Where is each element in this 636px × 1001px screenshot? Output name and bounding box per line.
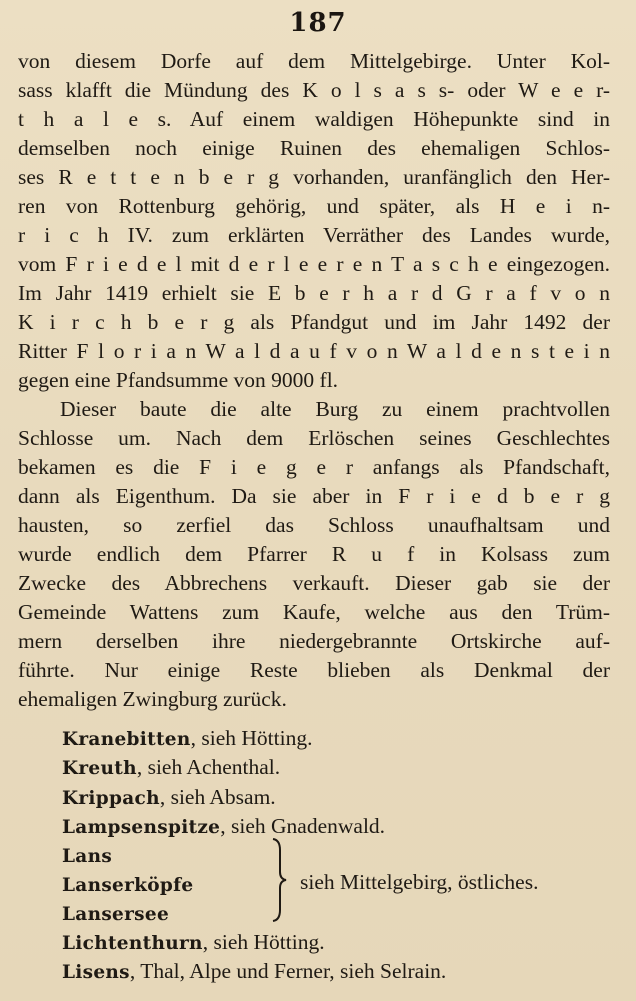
text-line: von diesem Dorfe auf dem Mittelgebirge. Unter Kol- <box>18 49 610 73</box>
entry-headword: Kreuth <box>62 758 137 779</box>
text-line: Zwecke des Abbrechens verkauft. Dieser gab sie der <box>18 571 610 595</box>
text-line: sass klafft die Mündung des K o l s a s s- oder W e e r- <box>18 78 610 102</box>
text-line: wurde endlich dem Pfarrer R u f in Kolsass zum <box>18 542 610 566</box>
text-line: ehemaligen Zwingburg zurück. <box>18 687 287 711</box>
entry-reference: , sieh Absam. <box>159 785 276 809</box>
text-line: r i c h IV. zum erklärten Verräther des Landes wurde, <box>18 223 610 247</box>
index-entry <box>62 870 194 900</box>
text-line: Im Jahr 1419 erhielt sie E b e r h a r d G r a f v o n <box>18 281 610 305</box>
entry-headword: Lampsenspitze <box>62 817 221 838</box>
index-entry <box>62 753 280 783</box>
text-line: führte. Nur einige Reste blieben als Denkmal der <box>18 658 610 682</box>
text-line: mern derselben ihre niedergebrannte Ortskirche auf- <box>18 629 610 653</box>
entry-reference: , Thal, Alpe und Ferner, sieh Selrain. <box>129 959 447 983</box>
text-line: t h a l e s. Auf einem waldigen Höhepunkte sind in <box>18 107 610 131</box>
entry-reference: , sieh Hötting. <box>202 930 325 954</box>
entry-headword: Kranebitten <box>62 729 191 750</box>
index-entry <box>62 899 169 929</box>
text-line: Dieser baute die alte Burg zu einem prachtvollen <box>60 397 610 421</box>
text-line: hausten, so zerfiel das Schloss unaufhaltsam und <box>18 513 610 537</box>
text-line: Ritter F l o r i a n W a l d a u f v o n W a l d e n s t e i n <box>18 339 610 363</box>
entry-headword: Lanserköpfe <box>62 875 194 896</box>
index-entry <box>62 841 112 871</box>
text-line: dann als Eigenthum. Da sie aber in F r i e d b e r g <box>18 484 610 508</box>
entry-headword: Lichtenthurn <box>62 933 203 954</box>
index-entry <box>62 957 446 987</box>
index-entry <box>62 724 312 754</box>
text-line: gegen eine Pfandsumme von 9000 fl. <box>18 368 339 392</box>
group-reference: sieh Mittelgebirg, östliches. <box>300 870 539 894</box>
page-number: 187 <box>289 8 347 38</box>
text-line: Gemeinde Wattens zum Kaufe, welche aus den Trüm- <box>18 600 610 624</box>
entry-reference: , sieh Hötting. <box>190 726 313 750</box>
text-line: ses R e t t e n b e r g vorhanden, uranfänglich den Her- <box>18 165 610 189</box>
index-entry <box>62 812 385 842</box>
right-brace-icon <box>270 838 288 922</box>
text-line: demselben noch einige Ruinen des ehemaligen Schlos- <box>18 136 610 160</box>
text-line: ren von Rottenburg gehörig, und später, als H e i n- <box>18 194 610 218</box>
entry-reference: , sieh Achenthal. <box>136 755 281 779</box>
entry-headword: Lans <box>62 846 113 867</box>
entry-headword: Lisens <box>62 962 130 983</box>
text-line: K i r c h b e r g als Pfandgut und im Jahr 1492 der <box>18 310 610 334</box>
index-entry <box>62 928 325 958</box>
text-line: bekamen es die F i e g e r anfangs als Pfandschaft, <box>18 455 610 479</box>
text-line: vom F r i e d e l mit d e r l e e r e n T a s c h e eingezogen. <box>18 252 610 276</box>
entry-headword: Krippach <box>62 788 160 809</box>
entry-reference: , sieh Gnadenwald. <box>220 814 386 838</box>
index-entry <box>62 783 276 813</box>
text-line: Schlosse um. Nach dem Erlöschen seines Geschlechtes <box>18 426 610 450</box>
entry-headword: Lansersee <box>62 904 170 925</box>
